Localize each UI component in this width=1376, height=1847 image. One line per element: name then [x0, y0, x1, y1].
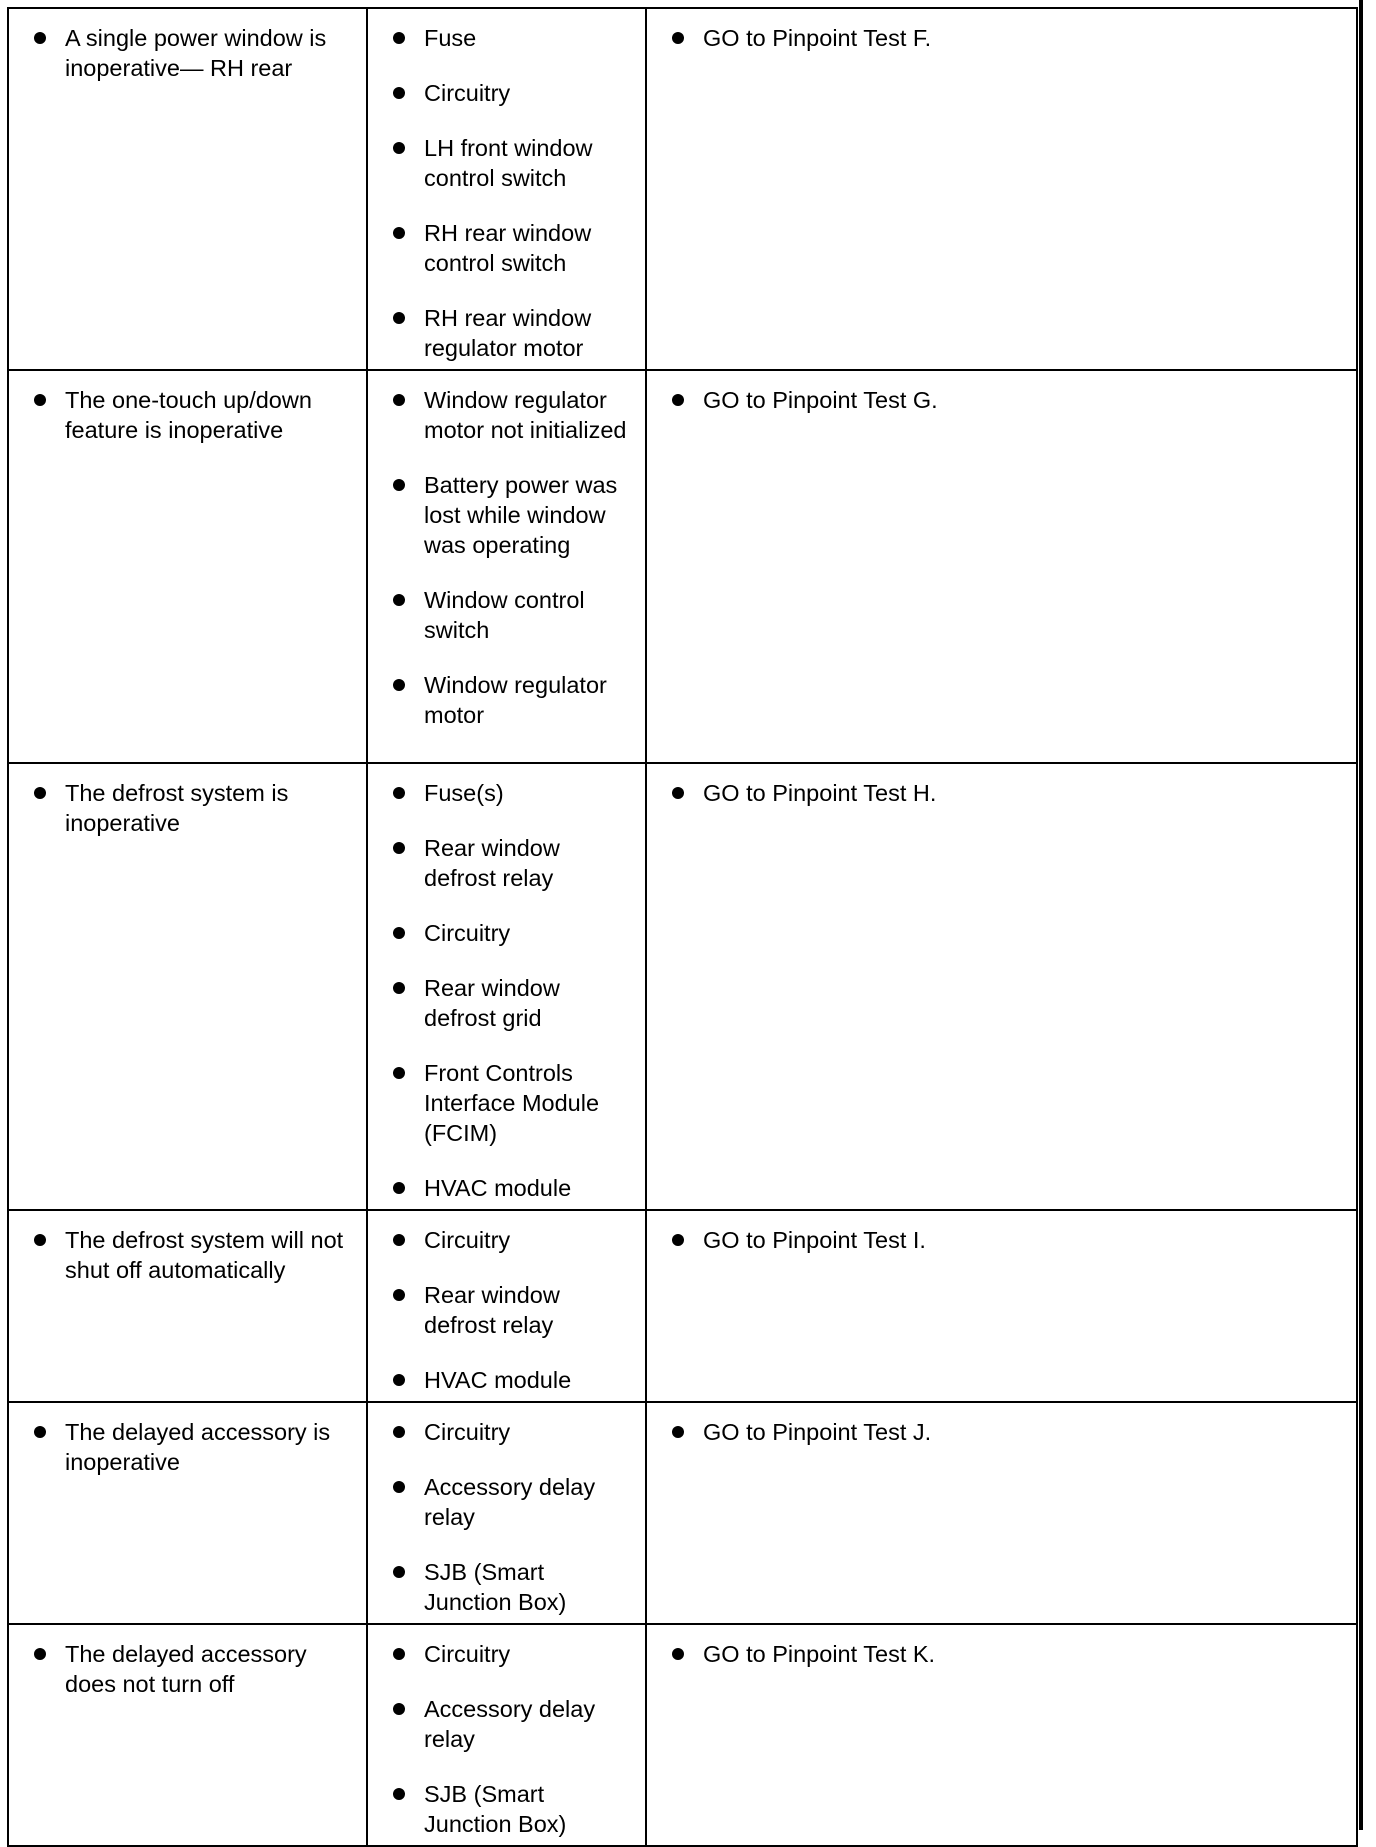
- cause-item: Rear window defrost grid: [390, 973, 633, 1033]
- bullet-icon: [393, 32, 405, 44]
- bullet-icon: [393, 1648, 405, 1660]
- bullet-icon: [393, 594, 405, 606]
- cause-item: SJB (Smart Junction Box): [390, 1557, 633, 1617]
- cause-item: Front Controls Interface Module (FCIM): [390, 1058, 633, 1148]
- bullet-icon: [34, 1648, 46, 1660]
- bullet-icon: [393, 1182, 405, 1194]
- bullet-icon: [34, 394, 46, 406]
- table-row: [8, 8, 1357, 370]
- condition-cell: [8, 8, 367, 370]
- condition-item: The one-touch up/down feature is inoperative: [31, 385, 354, 445]
- table-row: [8, 1402, 1357, 1624]
- condition-cell: [8, 1210, 367, 1402]
- cause-item: Battery power was lost while window was operating: [390, 470, 633, 560]
- action-item: GO to Pinpoint Test J.: [669, 1417, 1344, 1447]
- cause-item: Window control switch: [390, 585, 633, 645]
- action-item: GO to Pinpoint Test I.: [669, 1225, 1344, 1255]
- bullet-icon: [393, 787, 405, 799]
- action-cell: [646, 763, 1357, 1210]
- action-cell: [646, 8, 1357, 370]
- bullet-icon: [672, 32, 684, 44]
- action-cell: [646, 1402, 1357, 1624]
- action-item: GO to Pinpoint Test G.: [669, 385, 1344, 415]
- action-item: GO to Pinpoint Test H.: [669, 778, 1344, 808]
- bullet-icon: [393, 312, 405, 324]
- bullet-icon: [393, 842, 405, 854]
- bullet-icon: [393, 679, 405, 691]
- action-cell: [646, 1210, 1357, 1402]
- cause-item: Circuitry: [390, 1417, 633, 1447]
- condition-cell: [8, 370, 367, 763]
- action-cell: [646, 370, 1357, 763]
- cause-item: Fuse: [390, 23, 633, 53]
- cause-item: Fuse(s): [390, 778, 633, 808]
- condition-cell: [8, 1402, 367, 1624]
- bullet-icon: [34, 1426, 46, 1438]
- bullet-icon: [393, 227, 405, 239]
- bullet-icon: [393, 479, 405, 491]
- bullet-icon: [672, 1234, 684, 1246]
- condition-item: The defrost system will not shut off automatically: [31, 1225, 354, 1285]
- action-item: GO to Pinpoint Test F.: [669, 23, 1344, 53]
- bullet-icon: [672, 1426, 684, 1438]
- table-row: [8, 1624, 1357, 1846]
- action-cell: [646, 1624, 1357, 1846]
- cause-item: SJB (Smart Junction Box): [390, 1779, 633, 1839]
- condition-item: The delayed accessory is inoperative: [31, 1417, 354, 1477]
- bullet-icon: [393, 394, 405, 406]
- condition-item: The delayed accessory does not turn off: [31, 1639, 354, 1699]
- possible-sources-cell: [367, 8, 646, 370]
- condition-item: The defrost system is inoperative: [31, 778, 354, 838]
- bullet-icon: [393, 1481, 405, 1493]
- bullet-icon: [393, 1067, 405, 1079]
- bullet-icon: [393, 927, 405, 939]
- cause-item: Accessory delay relay: [390, 1472, 633, 1532]
- possible-sources-cell: [367, 763, 646, 1210]
- bullet-icon: [393, 1426, 405, 1438]
- cause-item: RH rear window regulator motor: [390, 303, 633, 363]
- possible-sources-cell: [367, 1402, 646, 1624]
- cause-item: Circuitry: [390, 918, 633, 948]
- condition-item: A single power window is inoperative— RH rear: [31, 23, 354, 83]
- cause-item: LH front window control switch: [390, 133, 633, 193]
- cause-item: Circuitry: [390, 1639, 633, 1669]
- cause-item: Window regulator motor: [390, 670, 633, 730]
- cause-item: HVAC module: [390, 1365, 633, 1395]
- cause-item: Rear window defrost relay: [390, 833, 633, 893]
- possible-sources-cell: [367, 1210, 646, 1402]
- bullet-icon: [34, 1234, 46, 1246]
- bullet-icon: [393, 982, 405, 994]
- cause-item: RH rear window control switch: [390, 218, 633, 278]
- table-row: [8, 370, 1357, 763]
- table-row: [8, 1210, 1357, 1402]
- cause-item: Window regulator motor not initialized: [390, 385, 633, 445]
- bullet-icon: [393, 1788, 405, 1800]
- bullet-icon: [34, 32, 46, 44]
- condition-cell: [8, 763, 367, 1210]
- bullet-icon: [393, 1374, 405, 1386]
- action-item: GO to Pinpoint Test K.: [669, 1639, 1344, 1669]
- table-row: [8, 763, 1357, 1210]
- bullet-icon: [672, 394, 684, 406]
- possible-sources-cell: [367, 1624, 646, 1846]
- bullet-icon: [393, 1289, 405, 1301]
- bullet-icon: [393, 1566, 405, 1578]
- cause-item: Accessory delay relay: [390, 1694, 633, 1754]
- bullet-icon: [393, 1703, 405, 1715]
- condition-cell: [8, 1624, 367, 1846]
- bullet-icon: [34, 787, 46, 799]
- symptom-chart-table: [7, 7, 1358, 1847]
- bullet-icon: [672, 787, 684, 799]
- bullet-icon: [672, 1648, 684, 1660]
- bullet-icon: [393, 1234, 405, 1246]
- cause-item: Circuitry: [390, 78, 633, 108]
- bullet-icon: [393, 87, 405, 99]
- bullet-icon: [393, 142, 405, 154]
- cause-item: Circuitry: [390, 1225, 633, 1255]
- cause-item: HVAC module: [390, 1173, 633, 1203]
- possible-sources-cell: [367, 370, 646, 763]
- cause-item: Rear window defrost relay: [390, 1280, 633, 1340]
- page-edge-shadow: [1359, 0, 1363, 1830]
